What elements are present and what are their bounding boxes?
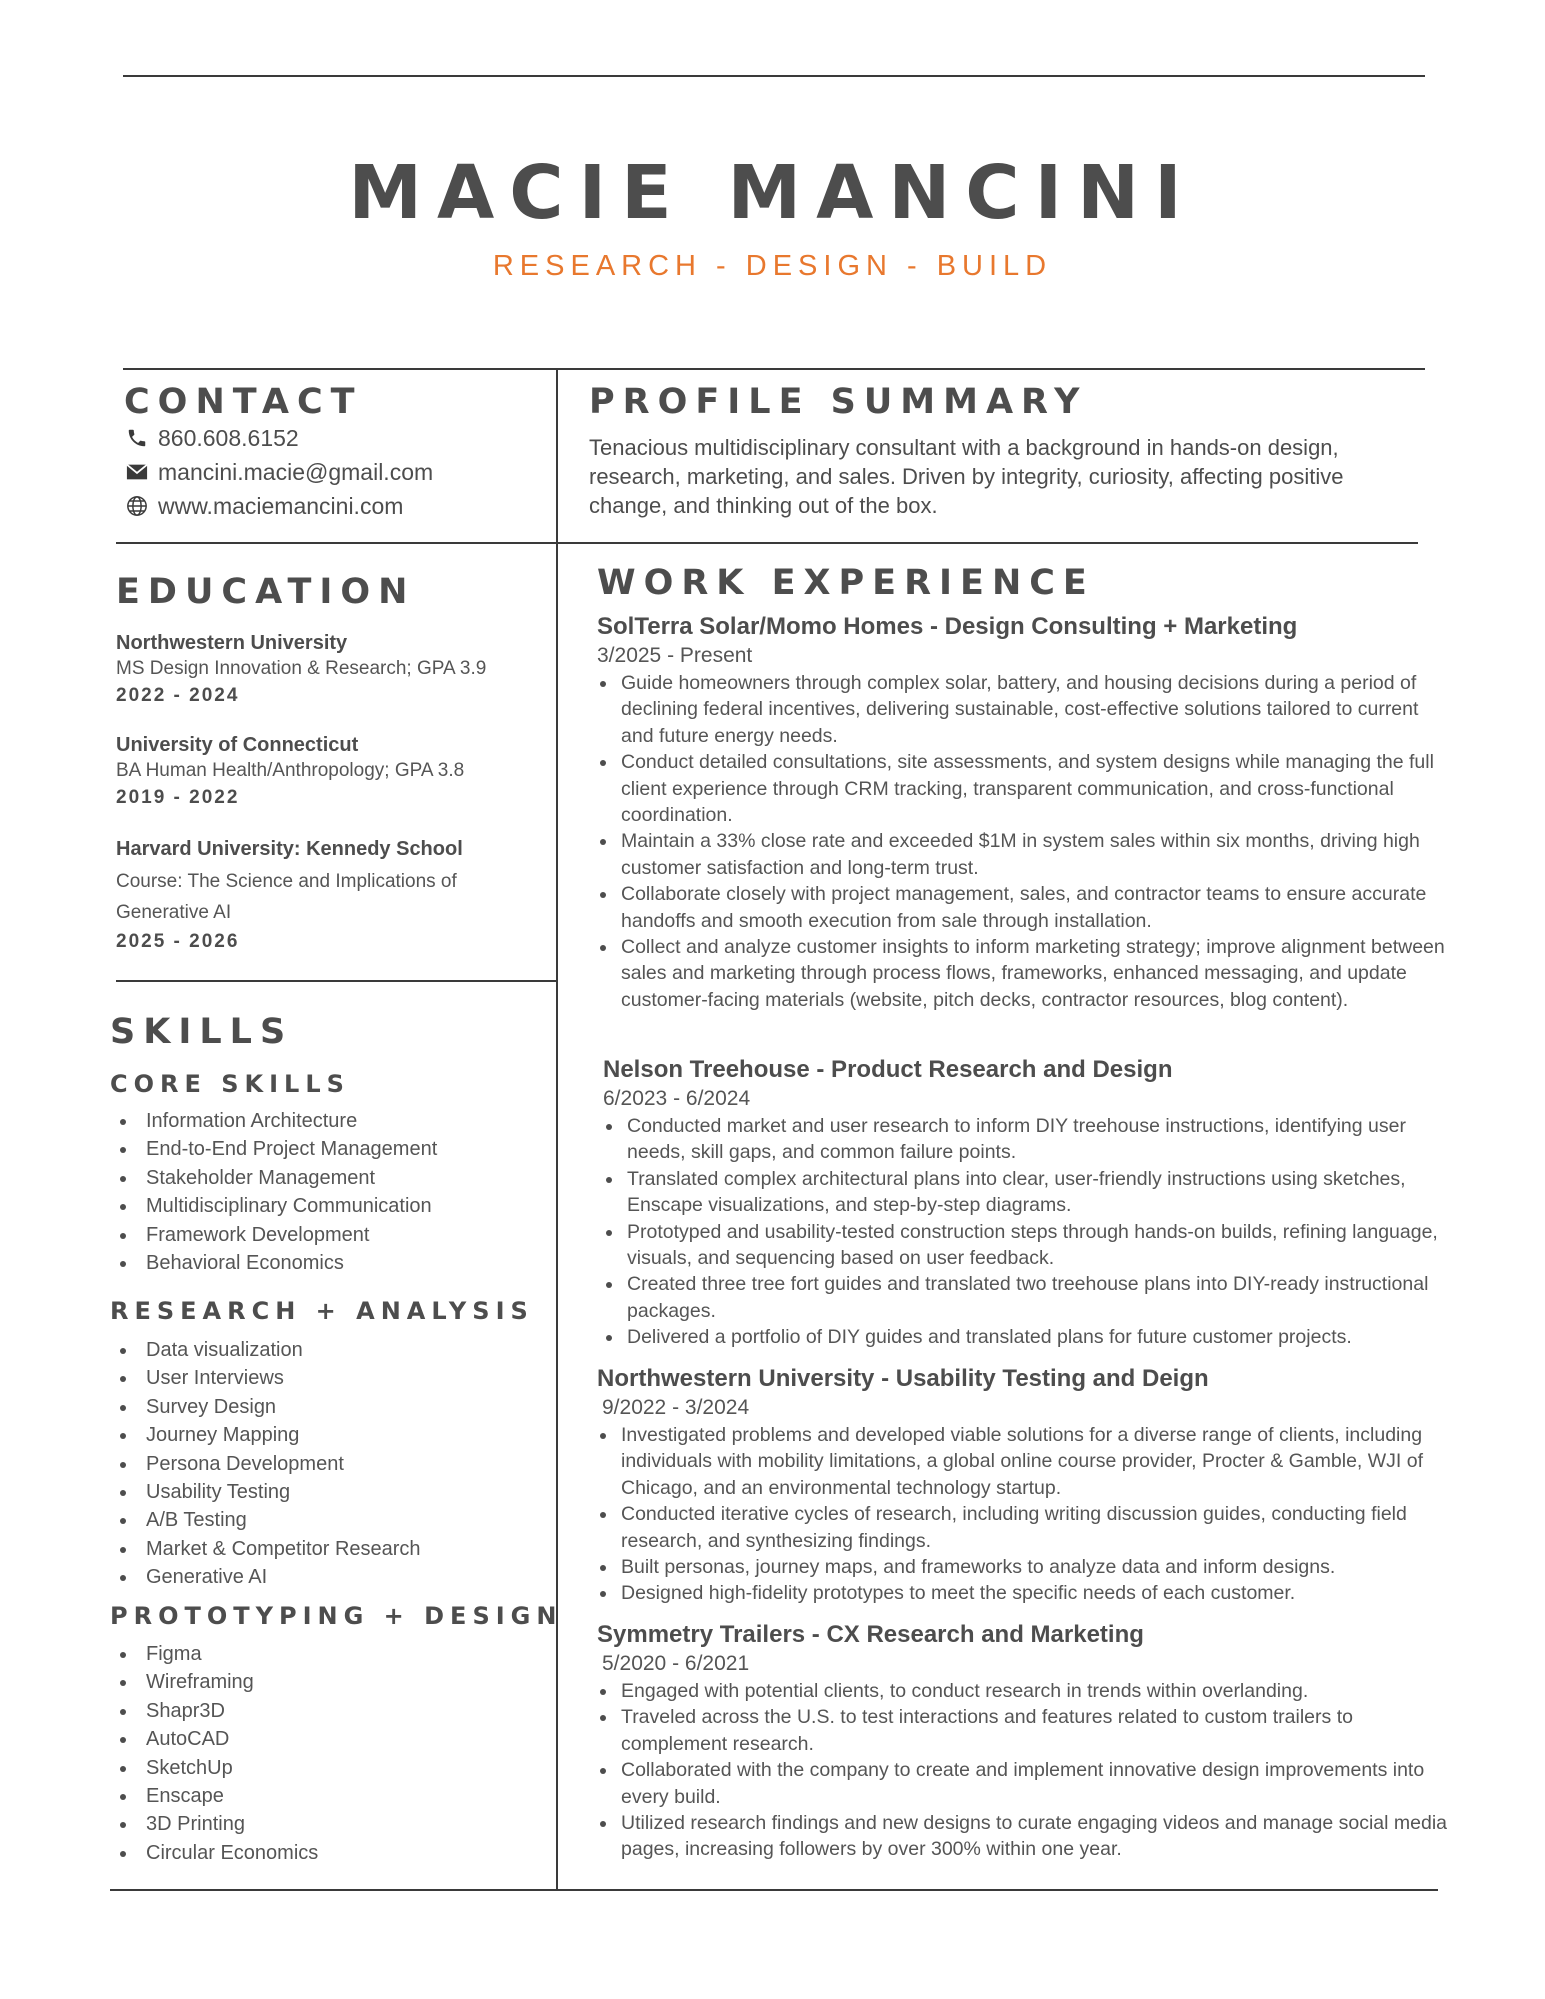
list-item: Survey Design — [146, 1393, 421, 1421]
education-heading: EDUCATION — [116, 572, 416, 612]
bottom-rule — [110, 1889, 1438, 1891]
list-item: End-to-End Project Management — [146, 1135, 437, 1163]
work-heading: WORK EXPERIENCE — [597, 563, 1095, 603]
education-item — [116, 732, 546, 812]
list-item: Journey Mapping — [146, 1421, 421, 1449]
prototyping-design-list — [112, 1640, 318, 1867]
job-dates: 6/2023 - 6/2024 — [603, 1087, 751, 1110]
list-item: Collaborated with the company to create and implement innovative design improvements into every build. — [621, 1757, 1447, 1810]
list-item: Wireframing — [146, 1668, 318, 1696]
edu-degree: BA Human Health/Anthropology; GPA 3.8 — [116, 760, 465, 781]
job-dates: 9/2022 - 3/2024 — [602, 1396, 750, 1419]
research-analysis-heading: RESEARCH + ANALYSIS — [110, 1297, 534, 1325]
list-item: Utilized research findings and new designs to curate engaging videos and manage social media pages, increasing followers by over 300% within one year. — [621, 1810, 1447, 1863]
contact-website-text: www.maciemancini.com — [158, 492, 404, 519]
list-item: Conduct detailed consultations, site assessments, and system designs while managing the full client experience through CRM tracking, transparent communication, and cross-functional coordination. — [621, 749, 1447, 828]
list-item: Usability Testing — [146, 1478, 421, 1506]
summary-text: Tenacious multidisciplinary consultant with a background in hands-on design, research, marketing, and sales. Driven by integrity, curiosity, affecting positive change, and thinking out of the box. — [589, 435, 1344, 518]
list-item: Created three tree fort guides and translated two treehouse plans into DIY-ready instructional packages. — [627, 1271, 1447, 1324]
list-item: Delivered a portfolio of DIY guides and translated plans for future customer projects. — [627, 1324, 1447, 1350]
contact-bottom-rule — [116, 542, 556, 544]
edu-school: Harvard University: Kennedy School — [116, 838, 463, 860]
contact-phone[interactable] — [124, 421, 433, 455]
job-bullets — [597, 670, 1447, 1013]
list-item: SketchUp — [146, 1754, 318, 1782]
core-skills-list — [112, 1107, 437, 1277]
list-item: Behavioral Economics — [146, 1249, 437, 1277]
list-item: Engaged with potential clients, to conduct research in trends within overlanding. — [621, 1678, 1447, 1704]
education-bottom-rule — [116, 980, 556, 982]
job-entry — [597, 1620, 1447, 1863]
contact-email-text: mancini.macie@gmail.com — [158, 458, 434, 485]
list-item: Data visualization — [146, 1336, 421, 1364]
list-item: Generative AI — [146, 1563, 421, 1591]
job-dates: 3/2025 - Present — [597, 644, 753, 667]
contact-phone-text: 860.608.6152 — [158, 424, 299, 451]
list-item: A/B Testing — [146, 1506, 421, 1534]
job-bullets — [603, 1113, 1447, 1351]
mail-icon — [124, 459, 150, 485]
list-item: Information Architecture — [146, 1107, 437, 1135]
section-rule-top — [123, 368, 1425, 370]
edu-years: 2022 - 2024 — [116, 685, 240, 706]
job-bullets — [597, 1422, 1447, 1607]
skills-heading: SKILLS — [110, 1012, 294, 1052]
list-item: Built personas, journey maps, and frameworks to analyze data and inform designs. — [621, 1554, 1447, 1580]
list-item: Conducted market and user research to inform DIY treehouse instructions, identifying user needs, skill gaps, and common failure points. — [627, 1113, 1447, 1166]
job-title: SolTerra Solar/Momo Homes - Design Consulting + Marketing — [597, 613, 1298, 640]
list-item: Enscape — [146, 1782, 318, 1810]
edu-years: 2019 - 2022 — [116, 787, 240, 808]
job-title: Nelson Treehouse - Product Research and Design — [603, 1056, 1173, 1083]
list-item: Traveled across the U.S. to test interactions and features related to custom trailers to complement research. — [621, 1704, 1447, 1757]
list-item: Market & Competitor Research — [146, 1535, 421, 1563]
globe-icon — [124, 493, 150, 519]
list-item: Framework Development — [146, 1221, 437, 1249]
list-item: Circular Economics — [146, 1839, 318, 1867]
list-item: Persona Development — [146, 1450, 421, 1478]
list-item: Stakeholder Management — [146, 1164, 437, 1192]
job-title: Northwestern University - Usability Testing and Deign — [597, 1365, 1209, 1392]
job-dates: 5/2020 - 6/2021 — [602, 1652, 750, 1675]
list-item: 3D Printing — [146, 1810, 318, 1838]
resume-tagline: RESEARCH - DESIGN - BUILD — [492, 250, 1053, 282]
top-rule — [123, 75, 1425, 77]
list-item: Conducted iterative cycles of research, including writing discussion guides, conducting field research, and synthesizing findings. — [621, 1501, 1447, 1554]
edu-degree: MS Design Innovation & Research; GPA 3.9 — [116, 658, 487, 679]
contact-list — [124, 421, 433, 523]
job-entry — [597, 612, 1447, 1013]
list-item: Figma — [146, 1640, 318, 1668]
list-item: Maintain a 33% close rate and exceeded $1M in system sales within six months, driving high customer satisfaction and long-term trust. — [621, 828, 1447, 881]
job-bullets — [597, 1678, 1447, 1863]
list-item: Multidisciplinary Communication — [146, 1192, 437, 1220]
summary-bottom-rule — [556, 542, 1418, 544]
research-analysis-list — [112, 1336, 421, 1592]
list-item: Shapr3D — [146, 1697, 318, 1725]
contact-heading: CONTACT — [124, 382, 363, 422]
list-item: AutoCAD — [146, 1725, 318, 1753]
contact-email[interactable] — [124, 455, 433, 489]
list-item: Guide homeowners through complex solar, battery, and housing decisions during a period of declining federal incentives, delivering sustainable, cost-effective solutions tailored to current and future energy needs. — [621, 670, 1447, 749]
list-item: Investigated problems and developed viable solutions for a diverse range of clients, including individuals with mobility limitations, a global online course provider, Procter & Gamble, WJI of Chicago, and an environmental technology startup. — [621, 1422, 1447, 1501]
core-skills-heading: CORE SKILLS — [110, 1070, 350, 1098]
job-title: Symmetry Trailers - CX Research and Marketing — [597, 1621, 1144, 1648]
summary-heading: PROFILE SUMMARY — [589, 382, 1088, 422]
list-item: User Interviews — [146, 1364, 421, 1392]
contact-website[interactable] — [124, 489, 433, 523]
resume-name: MACIE MANCINI — [348, 150, 1197, 236]
edu-school: Northwestern University — [116, 632, 348, 654]
education-item — [116, 630, 546, 710]
column-divider — [556, 368, 558, 1890]
list-item: Collect and analyze customer insights to inform marketing strategy; improve alignment between sales and marketing through process flows, frameworks, enhanced messaging, and update customer-facing materials (website, pitch decks, contractor resources, blog content). — [621, 934, 1447, 1013]
list-item: Translated complex architectural plans into clear, user-friendly instructions using sketches, Enscape visualizations, and step-by-step diagrams. — [627, 1166, 1447, 1219]
edu-degree: Course: The Science and Implications of Generative AI — [116, 871, 457, 923]
list-item: Prototyped and usability-tested construction steps through hands-on builds, refining language, visuals, and sequencing based on user feedback. — [627, 1219, 1447, 1272]
phone-icon — [124, 425, 150, 451]
edu-school: University of Connecticut — [116, 734, 359, 756]
education-item — [116, 836, 516, 956]
list-item: Collaborate closely with project management, sales, and contractor teams to ensure accurate handoffs and smooth execution from sale through installation. — [621, 881, 1447, 934]
edu-years: 2025 - 2026 — [116, 931, 240, 952]
job-entry — [597, 1364, 1447, 1607]
prototyping-design-heading: PROTOTYPING + DESIGN — [110, 1602, 563, 1630]
job-entry — [603, 1055, 1447, 1351]
list-item: Designed high-fidelity prototypes to meet the specific needs of each customer. — [621, 1580, 1447, 1606]
